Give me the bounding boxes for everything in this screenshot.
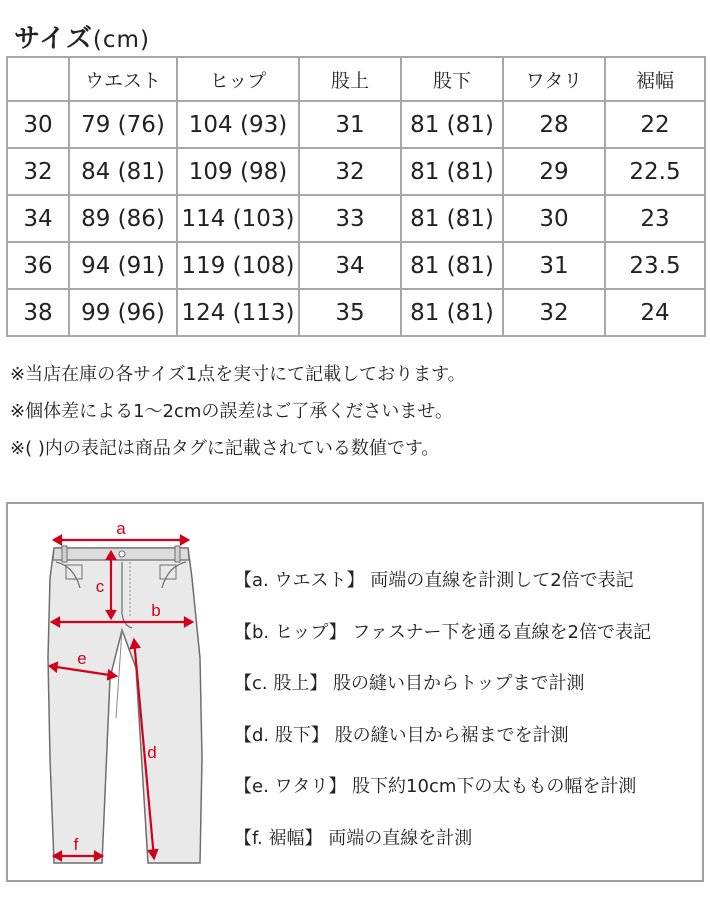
cell-rise: 32 — [299, 148, 401, 195]
cell-hip: 109 (98) — [177, 148, 299, 195]
cell-waist: 99 (96) — [69, 289, 177, 336]
cell-rise: 34 — [299, 242, 401, 289]
legend-item-d: 【d. 股下】 股の縫い目から裾までを計測 — [234, 724, 569, 746]
label-e: e — [77, 649, 87, 668]
arrowhead — [108, 671, 116, 679]
arrowhead — [54, 536, 61, 544]
cell-size: 30 — [7, 101, 69, 148]
note-line: ※( )内の表記は商品タグに記載されている数値です。 — [10, 438, 440, 459]
cell-rise: 31 — [299, 101, 401, 148]
cell-hip: 124 (113) — [177, 289, 299, 336]
legend-item-a: 【a. ウエスト】 両端の直線を計測して2倍で表記 — [234, 570, 634, 591]
note-line: ※当店在庫の各サイズ1点を実寸にて記載しております。 — [10, 364, 466, 385]
cell-thigh: 29 — [503, 148, 605, 195]
cell-hem: 23 — [605, 195, 705, 242]
title-unit: (cm) — [92, 27, 150, 53]
label-f: f — [73, 835, 79, 854]
note-line: ※個体差による1～2cmの誤差はご了承くださいませ。 — [10, 401, 453, 422]
table-row — [7, 101, 705, 148]
cell-hip: 104 (93) — [177, 101, 299, 148]
cell-hem: 24 — [605, 289, 705, 336]
label-a: a — [116, 519, 126, 538]
table-row — [7, 289, 705, 336]
pants-outline — [48, 548, 202, 863]
cell-hem: 23.5 — [605, 242, 705, 289]
cell-inseam: 81 (81) — [401, 289, 503, 336]
cell-rise: 33 — [299, 195, 401, 242]
header-waist: ウエスト — [69, 57, 177, 101]
cell-size: 34 — [7, 195, 69, 242]
cell-hem: 22.5 — [605, 148, 705, 195]
size-table — [6, 56, 706, 337]
belt-loop — [62, 546, 67, 562]
label-c: c — [95, 577, 105, 596]
table-header-row — [7, 57, 705, 101]
cell-size: 38 — [7, 289, 69, 336]
cell-inseam: 81 (81) — [401, 195, 503, 242]
header-hip: ヒップ — [177, 57, 299, 101]
belt-loop — [175, 546, 180, 562]
measurement-guide — [6, 502, 704, 882]
header-hem: 裾幅 — [605, 57, 705, 101]
cell-hem: 22 — [605, 101, 705, 148]
table-row — [7, 195, 705, 242]
header-rise: 股上 — [299, 57, 401, 101]
cell-inseam: 81 (81) — [401, 242, 503, 289]
header-inseam: 股下 — [401, 57, 503, 101]
legend-item-c: 【c. 股上】 股の縫い目からトップまで計測 — [234, 673, 585, 694]
table-row — [7, 148, 705, 195]
cell-hip: 114 (103) — [177, 195, 299, 242]
cell-waist: 79 (76) — [69, 101, 177, 148]
cell-thigh: 31 — [503, 242, 605, 289]
cell-size: 36 — [7, 242, 69, 289]
measurement-legend — [234, 566, 651, 875]
cell-thigh: 32 — [503, 289, 605, 336]
button-icon — [119, 551, 125, 557]
cell-hip: 119 (108) — [177, 242, 299, 289]
header-thigh: ワタリ — [503, 57, 605, 101]
arrowhead — [181, 536, 188, 544]
header-size — [7, 57, 69, 101]
cell-waist: 84 (81) — [69, 148, 177, 195]
label-d: d — [147, 743, 157, 762]
cell-inseam: 81 (81) — [401, 101, 503, 148]
pants-diagram — [40, 518, 230, 870]
cell-thigh: 28 — [503, 101, 605, 148]
cell-thigh: 30 — [503, 195, 605, 242]
cell-size: 32 — [7, 148, 69, 195]
label-b: b — [151, 601, 161, 620]
legend-item-f: 【f. 裾幅】 両端の直線を計測 — [234, 827, 473, 849]
cell-waist: 89 (86) — [69, 195, 177, 242]
legend-item-b: 【b. ヒップ】 ファスナー下を通る直線を2倍で表記 — [234, 621, 651, 643]
title-main: サイズ — [14, 24, 93, 54]
cell-rise: 35 — [299, 289, 401, 336]
page-title — [14, 18, 150, 55]
cell-waist: 94 (91) — [69, 242, 177, 289]
notes — [10, 360, 466, 471]
cell-inseam: 81 (81) — [401, 148, 503, 195]
legend-item-e: 【e. ワタリ】 股下約10cm下の太ももの幅を計測 — [234, 776, 637, 797]
table-row — [7, 242, 705, 289]
